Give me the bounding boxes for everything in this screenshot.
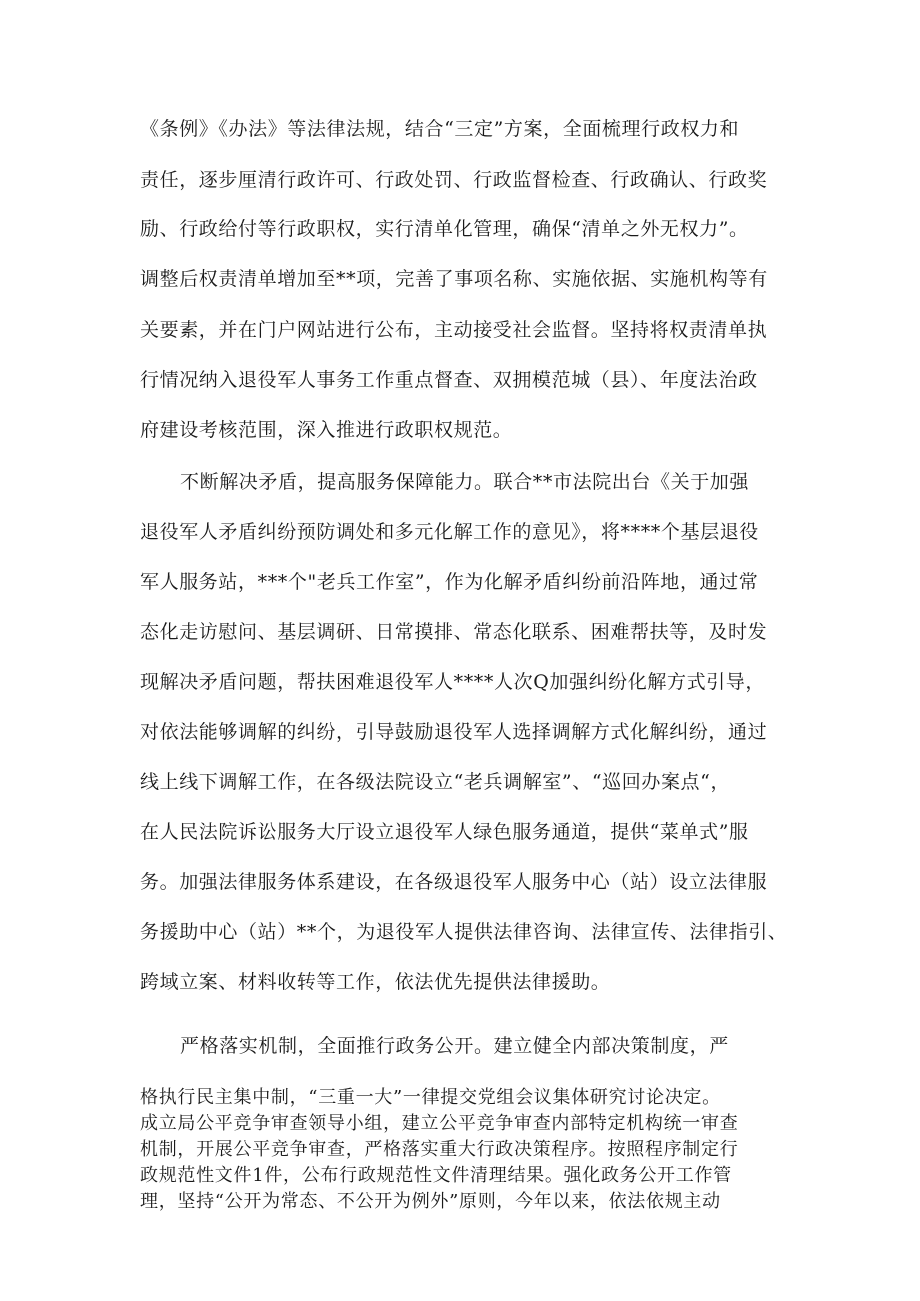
text-line: 政规范性文件1件，公布行政规范性文件清理结果。强化政务公开工作管 [140,1165,732,1186]
text-line: 务。加强法律服务体系建设，在各级退役军人服务中心（站）设立法律服 [140,871,768,893]
text-line: 线上线下调解工作，在各级法院设立“老兵调解室”、“巡回办案点“， [140,771,731,793]
text-line: 调整后权责清单增加至**项，完善了事项名称、实施依据、实施机构等有 [140,268,768,290]
text-line: 对依法能够调解的纠纷，引导鼓励退役军人选择调解方式化解纠纷，通过 [140,721,768,743]
text-line: 府建设考核范围，深入推进行政职权规范。 [140,419,513,441]
text-line: 军人服务站，***个"老兵工作室”，作为化解矛盾纠纷前沿阵地，通过常 [140,571,759,593]
text-line: 行情况纳入退役军人事务工作重点督查、双拥模范城（县）、年度法治政 [140,369,758,391]
text-line: 励、行政给付等行政职权，实行清单化管理，确保“清单之外无权力”。 [140,218,749,240]
text-line: 务援助中心（站）**个，为退役军人提供法律咨询、法律宣传、法律指引、 [140,921,788,943]
text-line: 理，坚持“公开为常态、不公开为例外”原则，今年以来，依法依规主动 [140,1191,721,1212]
paragraph-heading-line: 严格落实机制，全面推行政务公开。建立健全内部决策制度，严 [180,1035,729,1057]
text-line: 机制，开展公平竞争审查，严格落实重大行政决策程序。按照程序制定行 [140,1139,739,1160]
paragraph-heading-line: 不断解决矛盾，提高服务保障能力。联合**市法院出台《关于加强 [180,471,750,493]
text-line: 态化走访慰问、基层调研、日常摸排、常态化联系、困难帮扶等，及时发 [140,621,768,643]
text-line: 格执行民主集中制，“三重一大”一律提交党组会议集体研究讨论决定。 [140,1087,721,1108]
text-line: 现解决矛盾问题，帮扶困难退役军人****人次Q加强纠纷化解方式引导， [140,671,765,693]
text-line: 《条例》《办法》等法律法规，结合“三定”方案，全面梳理行政权力和 [140,118,740,140]
text-line: 责任，逐步厘清行政许可、行政处罚、行政监督检查、行政确认、行政奖 [140,169,768,191]
text-line: 关要素，并在门户网站进行公布，主动接受社会监督。坚持将权责清单执 [140,319,768,341]
text-line: 在人民法院诉讼服务大厅设立退役军人绿色服务通道，提供“菜单式”服 [140,821,749,843]
text-line: 跨域立案、材料收转等工作，依法优先提供法律援助。 [140,971,611,993]
text-line: 退役军人矛盾纠纷预防调处和多元化解工作的意见》，将****个基层退役 [140,521,759,543]
text-line: 成立局公平竞争审查领导小组，建立公平竞争审查内部特定机构统一审查 [140,1113,739,1134]
